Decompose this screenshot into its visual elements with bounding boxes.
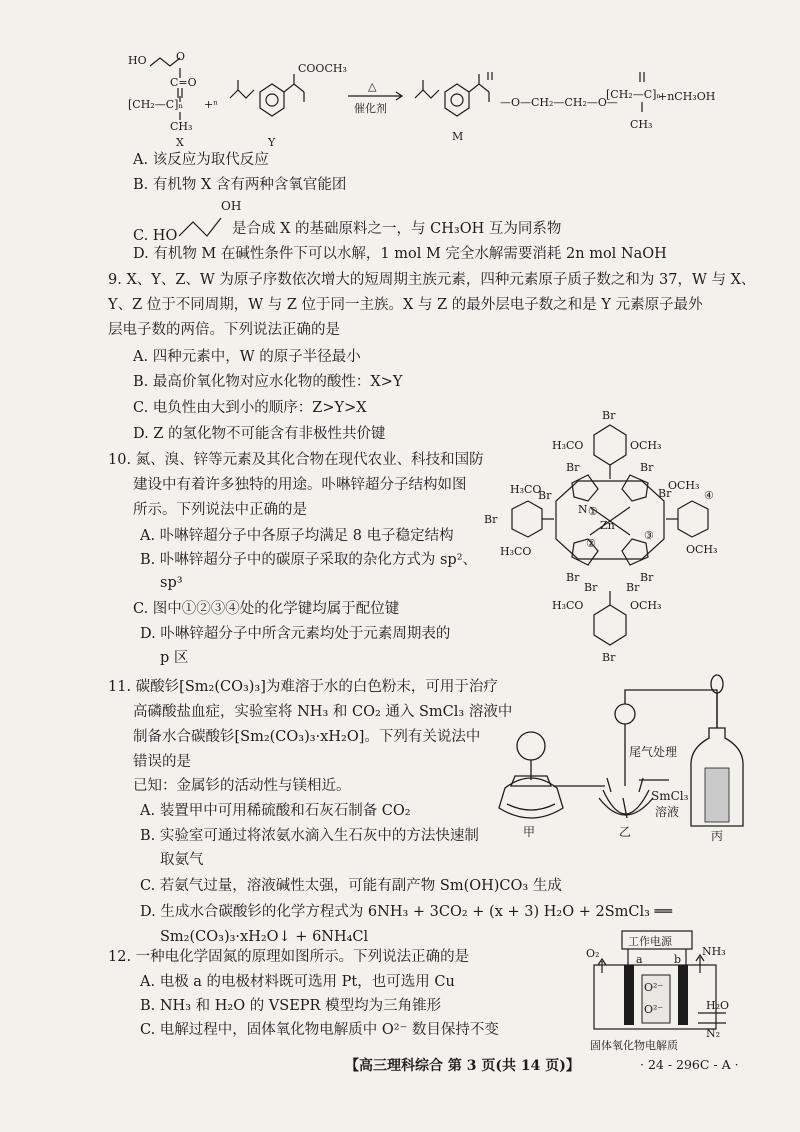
power-label: 工作电源 — [628, 935, 672, 948]
nh3-label: NH₃ — [702, 945, 726, 958]
x-label: X — [176, 136, 184, 149]
page-footer-code: · 24 - 296C - A · — [640, 1057, 739, 1072]
q10-stem-3: 所示。下列说法中正确的是 — [133, 502, 307, 518]
q12-option-a: A. 电极 a 的电极材料既可选用 Pt，也可选用 Cu — [140, 974, 455, 990]
m-chain: —O—CH₂—CH₂—O— — [500, 96, 618, 109]
q11-option-d-2: Sm₂(CO₃)₃·xH₂O↓ + 6NH₄Cl — [160, 929, 369, 945]
solution-label: 溶液 — [655, 805, 680, 819]
por-br-left-pyr: Br — [538, 489, 552, 502]
arrow-top: △ — [368, 80, 377, 93]
q9-stem-2: Y、Z 位于不同周期，W 与 Z 位于同一主族。X 与 Z 的最外层电子数之和是 Y 元素原子最外 — [108, 297, 703, 313]
por-och3-right: OCH₃ — [668, 479, 700, 492]
q9-stem-3: 层电子数的两倍。下列说法正确的是 — [108, 322, 340, 338]
por-br-br: Br — [640, 571, 654, 584]
q9-stem-1: 9. X、Y、Z、W 为原子序数依次增大的短周期主族元素，四种元素原子质子数之和为 37，W 与 X、 — [108, 272, 756, 288]
por-marker-4: ④ — [704, 489, 714, 502]
por-och3-bottom: OCH₃ — [630, 599, 662, 612]
q10-option-d-2: p 区 — [160, 650, 189, 666]
por-h3co-left-low: H₃CO — [500, 545, 532, 558]
q8-option-d: D. 有机物 M 在碱性条件下可以水解，1 mol M 完全水解需要消耗 2n mol NaOH — [133, 246, 667, 262]
m-label: M — [452, 130, 464, 143]
q11-option-b-2: 取氨气 — [160, 852, 204, 868]
m-ch3: CH₃ — [630, 118, 653, 131]
por-br-tl: Br — [566, 461, 580, 474]
o2-label: O₂ — [586, 947, 600, 960]
jia-label: 甲 — [523, 825, 536, 839]
electrode-a: a — [636, 953, 643, 966]
por-marker-2: ② — [586, 537, 596, 550]
q11-stem-4: 错误的是 — [133, 754, 191, 770]
por-och3-top: OCH₃ — [630, 439, 662, 452]
electrode-b: b — [674, 953, 682, 966]
q11-option-d-1: D. 生成水合碳酸钐的化学方程式为 6NH₃ + 3CO₂ + (x + 3) H₂O + 2SmCl₃ ══ — [140, 904, 672, 920]
q8-option-a: A. 该反应为取代反应 — [133, 152, 269, 168]
x-ho: HO — [128, 54, 147, 67]
yi-label: 乙 — [619, 825, 632, 839]
o2-ion-1: O²⁻ — [644, 981, 664, 994]
por-br-bl: Br — [566, 571, 580, 584]
ethylene-glycol-structure — [177, 196, 242, 242]
por-br-left-ring: Br — [484, 513, 498, 526]
porphyrin-zinc-figure — [480, 405, 740, 667]
por-br-right-pyr: Br — [658, 487, 672, 500]
por-br-bl2: Br — [584, 581, 598, 594]
por-n-1: N — [578, 503, 588, 516]
h2o-label: H₂O — [706, 999, 730, 1012]
m-poly: [CH₂—C]ₙ — [606, 88, 662, 101]
por-br-top: Br — [602, 409, 616, 422]
q10-stem-1: 10. 氮、溴、锌等元素及其化合物在现代农业、科技和国防 — [108, 452, 484, 468]
q10-option-c: C. 图中①②③④处的化学键均属于配位键 — [133, 601, 400, 617]
plus-ch3oh: +nCH₃OH — [658, 90, 716, 103]
x-chain: [CH₂—C]ₙ — [128, 98, 184, 111]
q12-option-c: C. 电解过程中，固体氧化物电解质中 O²⁻ 数目保持不变 — [140, 1022, 499, 1038]
q11-option-c: C. 若氨气过量，溶液碱性太强，可能有副产物 Sm(OH)CO₃ 生成 — [140, 878, 562, 894]
por-br-br2: Br — [626, 581, 640, 594]
por-br-bottom: Br — [602, 651, 616, 664]
q10-option-d-1: D. 卟啉锌超分子中所含元素均处于元素周期表的 — [140, 626, 451, 642]
q11-option-a: A. 装置甲中可用稀硫酸和石灰石制备 CO₂ — [140, 803, 411, 819]
por-h3co-top: H₃CO — [552, 439, 584, 452]
n-plus: +ⁿ — [204, 98, 218, 111]
tail-gas-label: 尾气处理 — [629, 745, 678, 759]
por-h3co-bottom: H₃CO — [552, 599, 584, 612]
bing-label: 丙 — [711, 829, 724, 843]
q10-option-b-1: B. 卟啉锌超分子中的碳原子采取的杂化方式为 sp²、 — [140, 552, 478, 568]
q8-option-c-text: 是合成 X 的基础原料之一，与 CH₃OH 互为同系物 — [232, 221, 562, 237]
por-och3-right-low: OCH₃ — [686, 543, 718, 556]
q12-stem: 12. 一种电化学固氮的原理如图所示。下列说法正确的是 — [108, 949, 470, 965]
q11-option-b-1: B. 实验室可通过将浓氨水滴入生石灰中的方法快速制 — [140, 828, 479, 844]
por-marker-1: ① — [588, 505, 598, 518]
q9-option-c: C. 电负性由大到小的顺序：Z>Y>X — [133, 400, 367, 416]
o2-ion-2: O²⁻ — [644, 1003, 664, 1016]
apparatus-figure — [493, 668, 773, 843]
q11-stem-2: 高磷酸盐血症，实验室将 NH₃ 和 CO₂ 通入 SmCl₃ 溶液中 — [133, 704, 513, 720]
electrolyte-caption: 固体氧化物电解质 — [590, 1039, 678, 1052]
q9-option-a: A. 四种元素中，W 的原子半径最小 — [133, 349, 361, 365]
smcl3-label: SmCl₃ — [651, 789, 689, 803]
reaction-scheme — [110, 50, 716, 150]
q8-option-b: B. 有机物 X 含有两种含氧官能团 — [133, 177, 347, 193]
q11-known: 已知：金属钐的活动性与镁相近。 — [133, 778, 351, 794]
q12-option-b: B. NH₃ 和 H₂O 的 VSEPR 模型均为三角锥形 — [140, 998, 442, 1014]
q9-option-b: B. 最高价氧化物对应水化物的酸性：X>Y — [133, 374, 403, 390]
glycol-oh: OH — [221, 199, 242, 213]
q9-option-d: D. Z 的氢化物不可能含有非极性共价键 — [133, 426, 386, 442]
y-label: Y — [268, 136, 276, 149]
arrow-bottom: 催化剂 — [354, 102, 387, 115]
q11-stem-3: 制备水合碳酸钐[Sm₂(CO₃)₃·xH₂O]。下列有关说法中 — [133, 729, 481, 745]
por-zn: Zn — [600, 519, 615, 532]
x-co: C=O — [170, 76, 197, 89]
y-ester: COOCH₃ — [298, 62, 347, 75]
electrolysis-cell-figure — [580, 925, 730, 1055]
x-ch3: CH₃ — [170, 120, 193, 133]
por-br-tr: Br — [640, 461, 654, 474]
q8-option-c-prefix: C. HO — [133, 228, 178, 244]
q11-stem-1: 11. 碳酸钐[Sm₂(CO₃)₃]为难溶于水的白色粉末，可用于治疗 — [108, 679, 498, 695]
page-footer-title: 【高三理科综合 第 3 页(共 14 页)】 — [345, 1058, 580, 1074]
n2-label: N₂ — [706, 1027, 721, 1040]
por-marker-3: ③ — [644, 529, 654, 542]
q10-option-a: A. 卟啉锌超分子中各原子均满足 8 电子稳定结构 — [140, 528, 454, 544]
q10-option-b-2: sp³ — [160, 575, 183, 591]
q10-stem-2: 建设中有着许多独特的用途。卟啉锌超分子结构如图 — [133, 477, 467, 493]
por-h3co-left: H₃CO — [510, 483, 542, 496]
x-o: O — [176, 50, 186, 63]
